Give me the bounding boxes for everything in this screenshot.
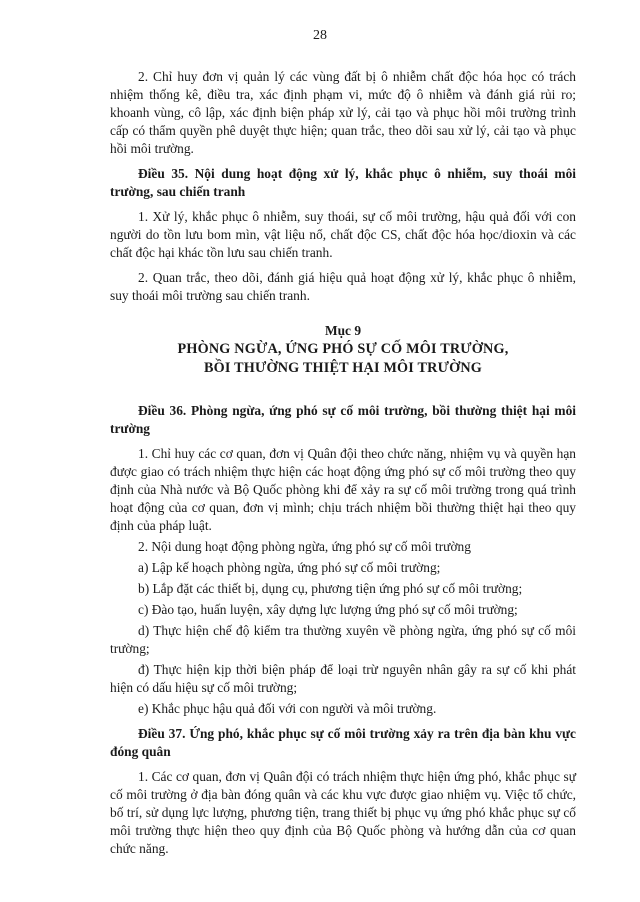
list-item: e) Khắc phục hậu quả đối với con người và môi trường. <box>138 701 437 716</box>
list-item: d) Thực hiện chế độ kiểm tra thường xuyên về phòng ngừa, ứng phó sự cố môi trường; <box>110 623 576 656</box>
article-35-heading: Điều 35. Nội dung hoạt động xử lý, khắc phục ô nhiễm, suy thoái môi trường, sau chiến tranh <box>110 166 576 199</box>
article-37-heading: Điều 37. Ứng phó, khắc phục sự cố môi trường xảy ra trên địa bàn khu vực đóng quân <box>110 726 576 759</box>
list-item: a) Lập kế hoạch phòng ngừa, ứng phó sự cố môi trường; <box>138 560 441 575</box>
paragraph: 2. Nội dung hoạt động phòng ngừa, ứng phó sự cố môi trường <box>138 539 471 554</box>
section-title-line: BỒI THƯỜNG THIỆT HẠI MÔI TRƯỜNG <box>203 360 483 376</box>
list-item: đ) Thực hiện kịp thời biện pháp để loại trừ nguyên nhân gây ra sự cố khi phát hiện có dấu hiệu sự cố môi trường; <box>110 662 576 695</box>
section-title-line: PHÒNG NGỪA, ỨNG PHÓ SỰ CỐ MÔI TRƯỜNG, <box>177 341 509 357</box>
page-number: 28 <box>313 28 327 43</box>
section-9-heading <box>110 321 576 378</box>
list-item: c) Đào tạo, huấn luyện, xây dựng lực lượng ứng phó sự cố môi trường; <box>138 602 518 617</box>
paragraph: 1. Các cơ quan, đơn vị Quân đội có trách nhiệm thực hiện ứng phó, khắc phục sự cố môi trường ở địa bàn đóng quân và các khu vực được giao nhiệm vụ. Việc tổ chức, bố trí, sử dụng lực lượng, phương tiện, trang thiết bị phục vụ ứng phó khắc phục sự cố môi trường thực hiện theo quy định của Bộ Quốc phòng và hướng dẫn của cơ quan chức năng. <box>110 769 576 856</box>
paragraph: 1. Chỉ huy các cơ quan, đơn vị Quân đội theo chức năng, nhiệm vụ và quyền hạn được giao có trách nhiệm thực hiện các hoạt động ứng phó sự cố môi trường theo quy định của Nhà nước và Bộ Quốc phòng khi để xảy ra sự cố môi trường trong quá trình hoạt động của cơ quan, đơn vị mình; chịu trách nhiệm bồi thường thiệt hại theo quy định của pháp luật. <box>110 446 576 533</box>
section-label: Mục 9 <box>324 323 362 338</box>
article-36-heading: Điều 36. Phòng ngừa, ứng phó sự cố môi trường, bồi thường thiệt hại môi trường <box>110 403 576 436</box>
document-body <box>110 68 576 865</box>
paragraph: 2. Chỉ huy đơn vị quản lý các vùng đất bị ô nhiễm chất độc hóa học có trách nhiệm thống kê, điều tra, xác định phạm vi, mức độ ô nhiễm và đánh giá rủi ro; khoanh vùng, cô lập, xác định biện pháp xử lý, cải tạo và phục hồi môi trường trình cấp có thẩm quyền phê duyệt thực hiện; quan trắc, theo dõi sau xử lý, cải tạo và phục hồi môi trường. <box>110 69 576 156</box>
paragraph: 2. Quan trắc, theo dõi, đánh giá hiệu quả hoạt động xử lý, khắc phục ô nhiễm, suy thoái môi trường sau chiến tranh. <box>110 270 576 303</box>
list-item: b) Lắp đặt các thiết bị, dụng cụ, phương tiện ứng phó sự cố môi trường; <box>138 581 523 596</box>
paragraph: 1. Xử lý, khắc phục ô nhiễm, suy thoái, sự cố môi trường, hậu quả đối với con người do tồn lưu bom mìn, vật liệu nổ, chất độc CS, chất độc hóa học/dioxin và các chất độc hại khác tồn lưu sau chiến tranh. <box>110 209 576 260</box>
